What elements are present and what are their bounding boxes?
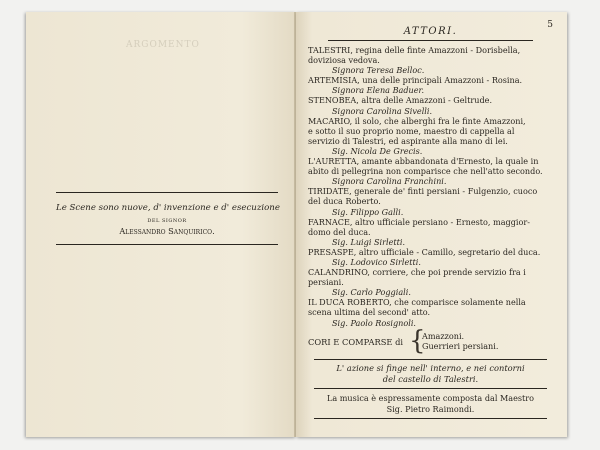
role-description-line: e sotto il suo proprio nome, maestro di cappella al: [308, 125, 515, 136]
role-name-line: STENOBEA, altra delle Amazzoni - Geltrude.: [308, 95, 493, 106]
open-booklet: [26, 12, 567, 437]
scene-credit-line: Le Scene sono nuove, d' invenzione e d' esecuzione: [56, 203, 280, 213]
credits-block: [56, 192, 278, 245]
page-number: 5: [547, 20, 553, 30]
performer-name: Sig. Nicola De Grecis.: [332, 145, 423, 156]
scene-designer-name: Alessandro Sanquirico.: [119, 226, 215, 236]
setting-note: [308, 363, 553, 385]
cast-list: [308, 26, 553, 419]
performer-name: Signora Carolina Sivelli.: [332, 105, 433, 116]
role-description-line: doviziosa vedova.: [308, 55, 380, 66]
top-rule: [56, 192, 278, 193]
performer-name: Sig. Lodovico Sirletti.: [332, 256, 421, 267]
role-entry: [308, 186, 553, 216]
role-description-line: servizio di Talestri, ed aspirante alla mano di lei.: [308, 135, 508, 146]
role-name-line: TALESTRI, regina delle finte Amazzoni - Dorisbella,: [308, 45, 521, 55]
role-name-line: TIRIDATE, generale de' finti persiani - Fulgenzio, cuoco: [308, 186, 538, 197]
music-credit: [308, 393, 553, 415]
performer-name: Signora Teresa Belloc.: [332, 65, 425, 76]
setting-line: del castello di Talestri.: [382, 373, 479, 384]
role-name-line: ARTEMISIA, una delle principali Amazzoni - Rosina.: [308, 75, 523, 86]
bleed-through-heading: ARGOMENTO: [126, 40, 200, 50]
role-name-line: IL DUCA ROBERTO, che comparisce solamente nella: [308, 297, 526, 308]
left-page: [26, 12, 296, 437]
performer-name: Sig. Filippo Galli.: [332, 206, 404, 217]
role-name-line: FARNACE, altro ufficiale persiano - Ernesto, maggior-: [308, 216, 530, 227]
setting-line: L' azione si finge nell' interno, e nei contorni: [336, 362, 525, 373]
role-entry: [308, 75, 553, 95]
role-description-line: del duca Roberto.: [308, 196, 381, 207]
performer-name: Sig. Luigi Sirletti.: [332, 236, 406, 247]
role-name-line: CALANDRINO, corriere, che poi prende servizio fra i: [308, 267, 526, 278]
cast-heading: ATTORI.: [328, 26, 533, 41]
performer-name: Sig. Paolo Rosignoli.: [332, 317, 417, 328]
role-description-line: abito di pellegrina non comparisce che nell'atto secondo.: [308, 166, 543, 177]
performer-name: Signora Carolina Franchini.: [332, 176, 447, 187]
role-entry: [308, 156, 553, 186]
role-name-line: PRESASPE, altro ufficiale - Camillo, segretario del duca.: [308, 246, 541, 257]
role-entry: [308, 247, 553, 267]
role-entry: [308, 95, 553, 115]
role-entry: [308, 45, 553, 75]
role-description-line: domo del duca.: [308, 226, 371, 237]
role-entry: [308, 267, 553, 297]
role-entry: [308, 217, 553, 247]
role-name-line: MACARIO, il solo, che alberghi fra le finte Amazzoni,: [308, 115, 526, 126]
role-name-line: L'AURETTA, amante abbandonata d'Ernesto, la quale in: [308, 156, 539, 167]
bottom-rule: [56, 244, 278, 245]
chorus-item: Guerrieri persiani.: [422, 341, 499, 352]
chorus-label: CORI E COMPARSE di: [308, 336, 404, 347]
closing-rule: [314, 418, 547, 419]
role-entry: [308, 116, 553, 156]
curly-brace-icon: {: [409, 325, 426, 356]
role-description-line: scena ultima del second' atto.: [308, 307, 431, 318]
chorus-block: [308, 325, 553, 356]
role-description-line: persiani.: [308, 277, 344, 288]
chorus-item: Amazzoni.: [422, 330, 465, 341]
role-entry: [308, 297, 553, 327]
performer-name: Signora Elena Baduer.: [332, 85, 425, 96]
roles-list: [308, 45, 553, 328]
section-rule: [314, 359, 547, 360]
music-line: Sig. Pietro Raimondi.: [386, 403, 475, 414]
right-page: [296, 12, 567, 437]
music-line: La musica è espressamente composta dal Maestro: [326, 392, 535, 403]
chorus-items: [422, 331, 498, 352]
performer-name: Sig. Carlo Poggiali.: [332, 287, 411, 298]
section-rule: [314, 388, 547, 389]
del-signor-label: DEL SIGNOR: [147, 218, 187, 224]
